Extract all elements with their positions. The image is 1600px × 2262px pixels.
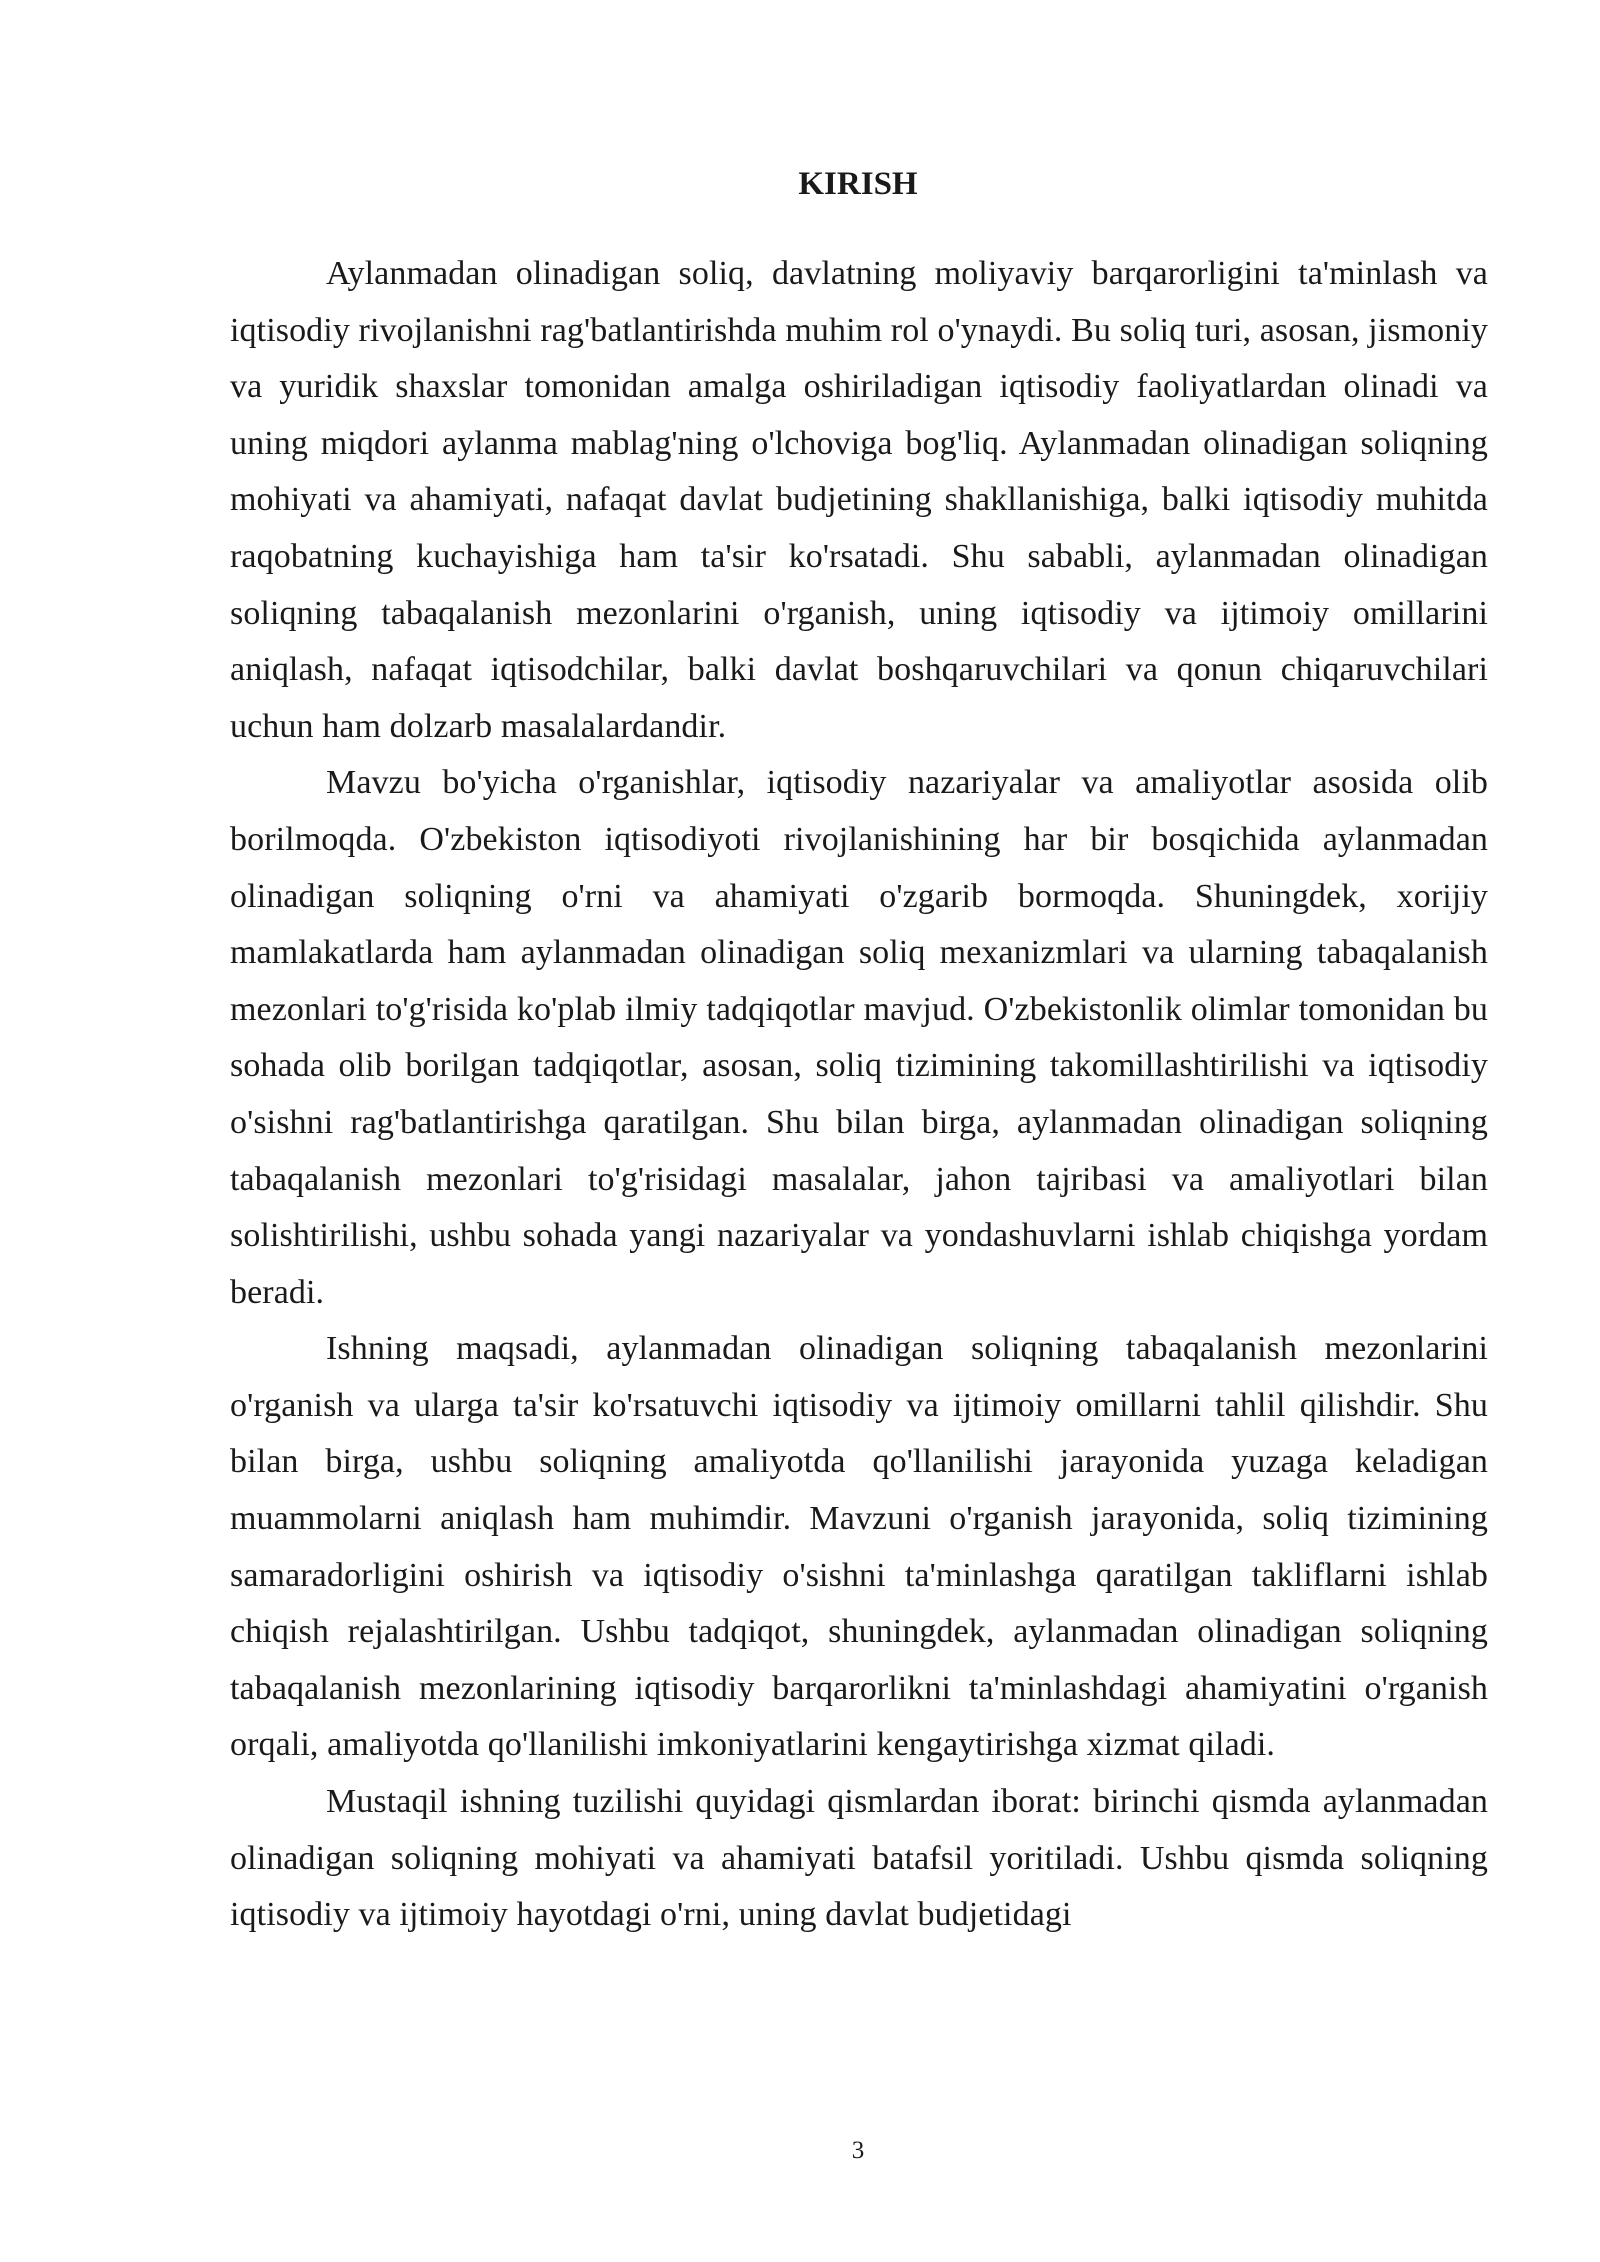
paragraph-2: Mavzu bo'yicha o'rganishlar, iqtisodiy nazariyalar va amaliyotlar asosida olib borilmoqda. O'zbekiston iqtisodiyoti rivojlanishining har bir bosqichida aylanmadan olinadigan soliqning o'rni va ahamiyati o'zgarib bormoqda. Shuningdek, xorijiy mamlakatlarda ham aylanmadan olinadigan soliq mexanizmlari va ularning tabaqalanish mezonlari to'g'risida ko'plab ilmiy tadqiqotlar mavjud. O'zbekistonlik olimlar tomonidan bu sohada olib borilgan tadqiqotlar, asosan, soliq tizimining takomillashtirilishi va iqtisodiy o'sishni rag'batlantirishga qaratilgan. Shu bilan birga, aylanmadan olinadigan soliqning tabaqalanish mezonlari to'g'risidagi masalalar, jahon tajribasi va amaliyotlari bilan solishtirilishi, ushbu sohada yangi nazariyalar va yondashuvlarni ishlab chiqishga yordam beradi. (230, 764, 1488, 1311)
document-body (230, 246, 1488, 1944)
page-title: KIRISH (798, 166, 918, 202)
paragraph-3: Ishning maqsadi, aylanmadan olinadigan soliqning tabaqalanish mezonlarini o'rganish va ularga ta'sir ko'rsatuvchi iqtisodiy va ijtimoiy omillarni tahlil qilishdir. Shu bilan birga, ushbu soliqning amaliyotda qo'llanilishi jarayonida yuzaga keladigan muammolarni aniqlash ham muhimdir. Mavzuni o'rganish jarayonida, soliq tizimining samaradorligini oshirish va iqtisodiy o'sishni ta'minlashga qaratilgan takliflarni ishlab chiqish rejalashtirilgan. Ushbu tadqiqot, shuningdek, aylanmadan olinadigan soliqning tabaqalanish mezonlarining iqtisodiy barqarorlikni ta'minlashdagi ahamiyatini o'rganish orqali, amaliyotda qo'llanilishi imkoniyatlarini kengaytirishga xizmat qiladi. (230, 1330, 1488, 1764)
page-number: 3 (851, 2137, 865, 2164)
paragraph-1: Aylanmadan olinadigan soliq, davlatning moliyaviy barqarorligini ta'minlash va iqtisodiy rivojlanishni rag'batlantirishda muhim rol o'ynaydi. Bu soliq turi, asosan, jismoniy va yuridik shaxslar tomonidan amalga oshiriladigan iqtisodiy faoliyatlardan olinadi va uning miqdori aylanma mablag'ning o'lchoviga bog'liq. Aylanmadan olinadigan soliqning mohiyati va ahamiyati, nafaqat davlat budjetining shakllanishiga, balki iqtisodiy muhitda raqobatning kuchayishiga ham ta'sir ko'rsatadi. Shu sababli, aylanmadan olinadigan soliqning tabaqalanish mezonlarini o'rganish, uning iqtisodiy va ijtimoiy omillarini aniqlash, nafaqat iqtisodchilar, balki davlat boshqaruvchilari va qonun chiqaruvchilari uchun ham dolzarb masalalardandir. (230, 255, 1488, 745)
paragraph-4: Mustaqil ishning tuzilishi quyidagi qismlardan iborat: birinchi qismda aylanmadan olinadigan soliqning mohiyati va ahamiyati batafsil yoritiladi. Ushbu qismda soliqning iqtisodiy va ijtimoiy hayotdagi o'rni, uning davlat budjetidagi (230, 1783, 1488, 1934)
